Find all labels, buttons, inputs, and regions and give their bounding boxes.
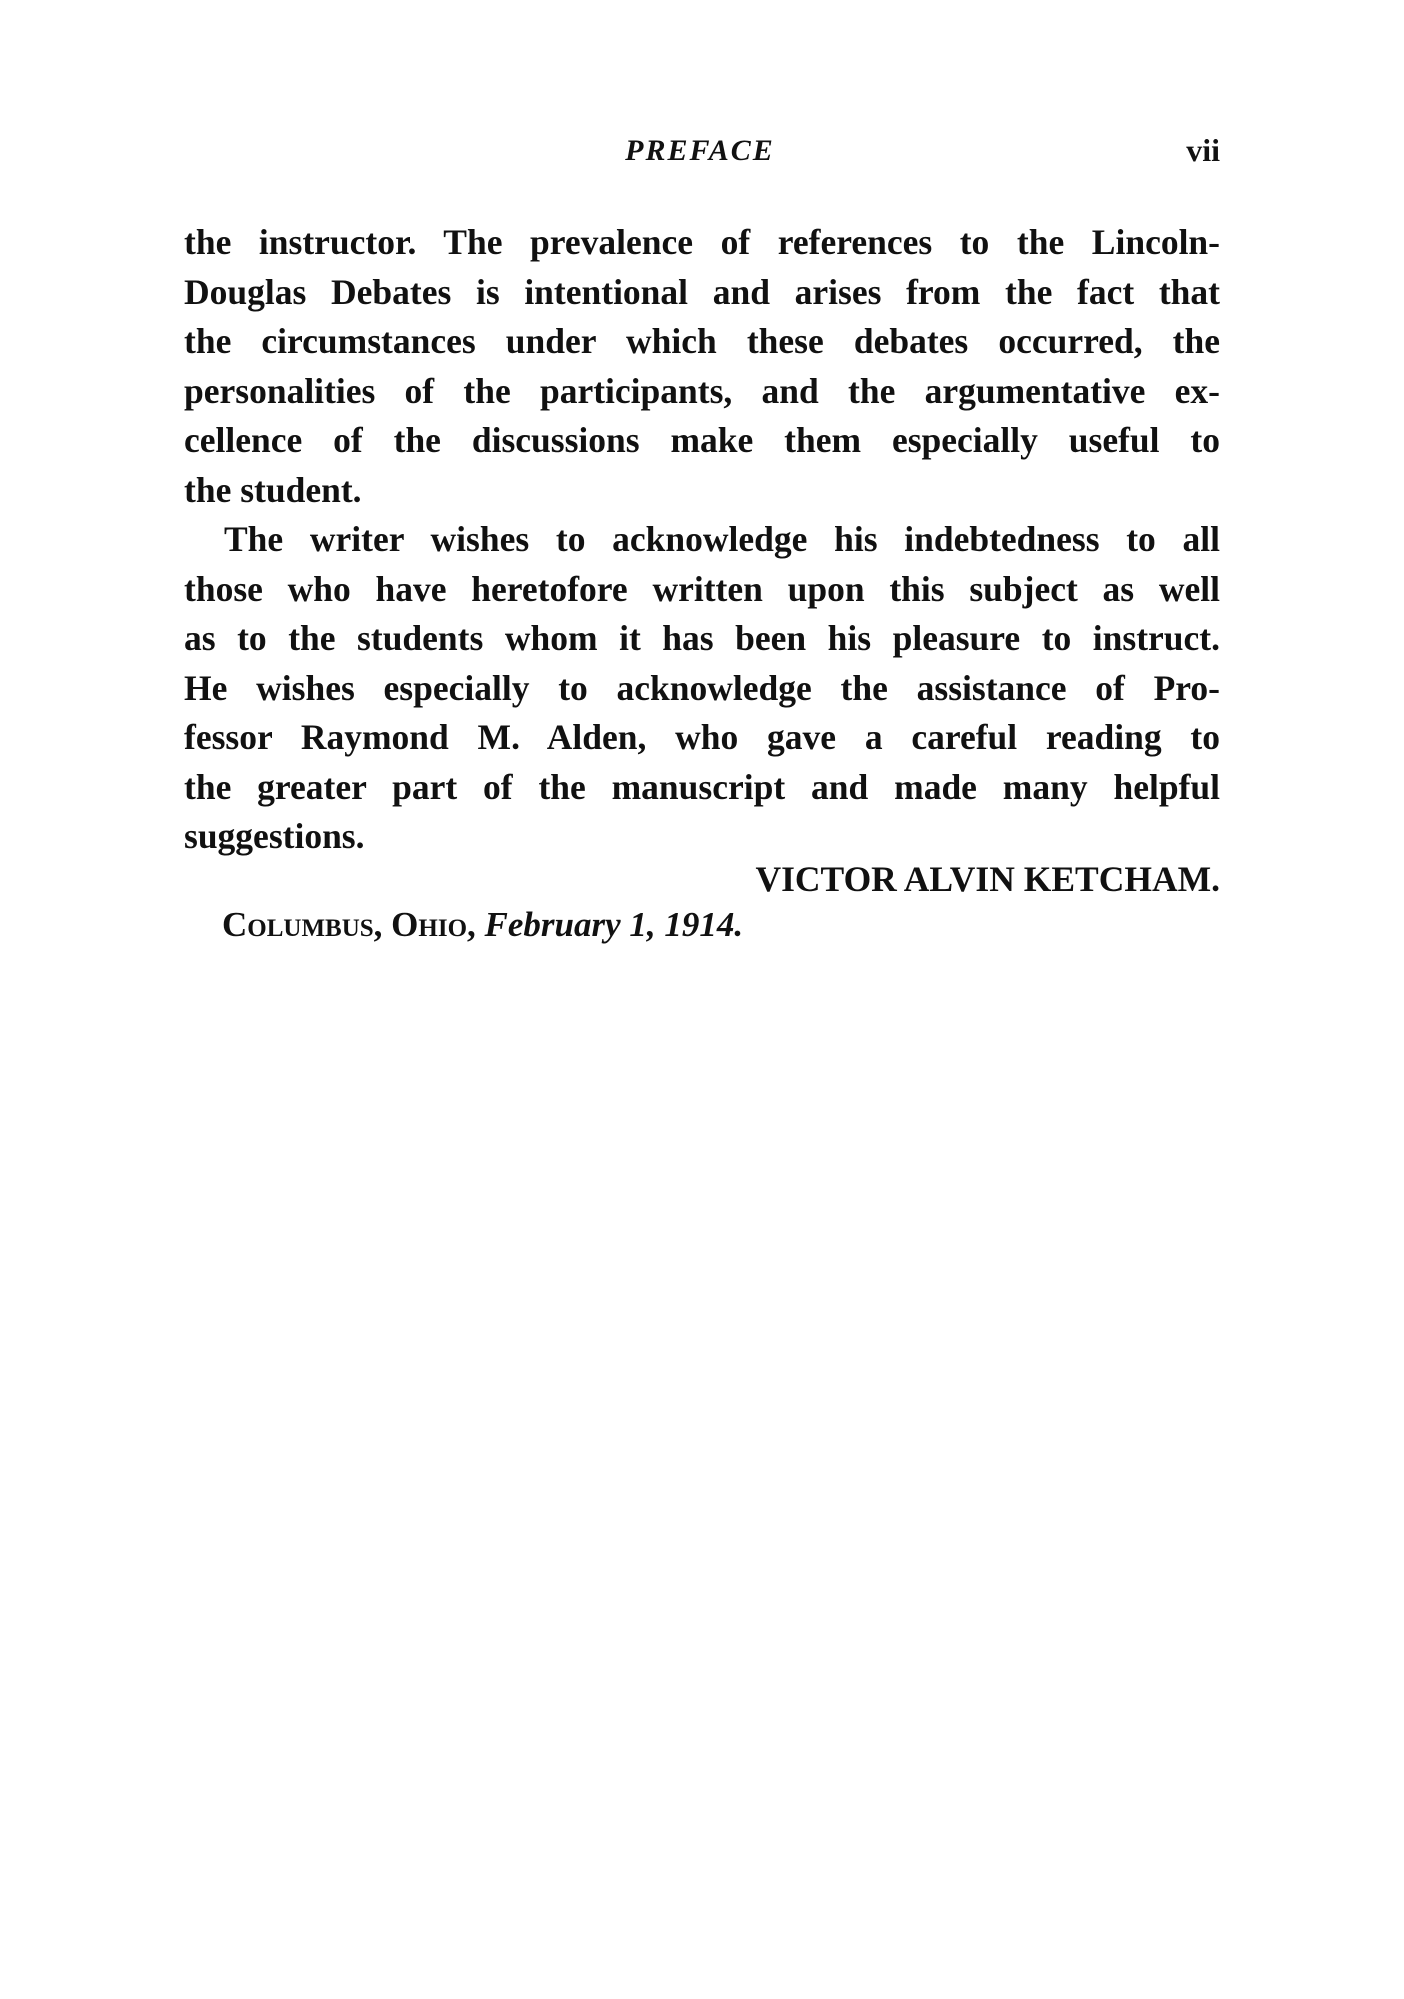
text-line: those who have heretofore written upon this subject as well — [184, 568, 1220, 609]
date: February 1, 1914. — [484, 905, 744, 944]
author-signature: VICTOR ALVIN KETCHAM. — [755, 859, 1220, 899]
text-line: the instructor. The prevalence of references to the Lincoln- — [184, 222, 1220, 262]
paragraph-1 — [184, 218, 1220, 515]
running-head — [180, 128, 1220, 172]
page-number: vii — [1186, 132, 1220, 168]
text-line: He wishes especially to acknowledge the assistance of Pro- — [184, 667, 1220, 708]
text-line: as to the students whom it has been his pleasure to instruct. — [184, 618, 1220, 658]
text-line: suggestions. — [184, 816, 365, 856]
preface-body — [184, 218, 1220, 862]
text-line: the student. — [184, 469, 362, 510]
text-line: personalities of the participants, and the argumentative ex- — [184, 370, 1220, 411]
running-title: PREFACE — [625, 134, 775, 167]
place-date-line — [222, 905, 743, 945]
text-line: fessor Raymond M. Alden, who gave a careful reading to — [184, 717, 1220, 757]
text-line: cellence of the discussions make them especially useful to — [184, 420, 1220, 460]
place: Columbus, Ohio, — [222, 905, 476, 944]
text-line: the greater part of the manuscript and made many helpful — [184, 766, 1220, 807]
paragraph-2 — [184, 515, 1220, 862]
text-line: Douglas Debates is intentional and arises from the fact that — [184, 271, 1220, 312]
text-line: The writer wishes to acknowledge his indebtedness to all — [224, 519, 1220, 559]
text-line: the circumstances under which these debates occurred, the — [184, 321, 1220, 361]
